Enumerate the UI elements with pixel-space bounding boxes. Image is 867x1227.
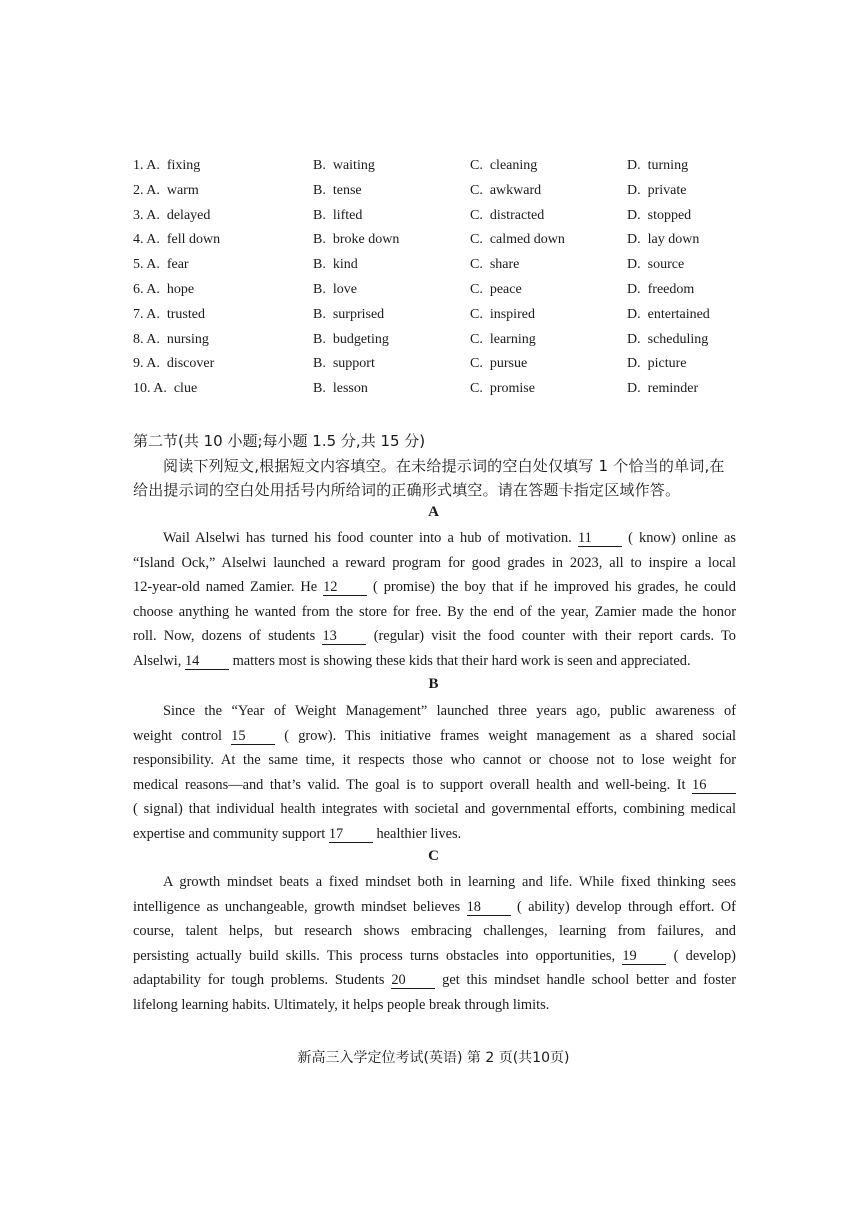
- blank-19[interactable]: 19: [622, 948, 666, 965]
- option-b[interactable]: B. love: [313, 282, 357, 297]
- passage-c: [133, 870, 736, 1018]
- option-a[interactable]: 7. A. trusted: [133, 306, 205, 322]
- instruction-line: 阅读下列短文,根据短文内容填空。在未给提示词的空白处仅填写 1 个恰当的单词,在: [163, 457, 725, 475]
- option-row: [0, 282, 867, 306]
- blank-17[interactable]: 17: [329, 826, 373, 843]
- option-a[interactable]: 2. A. warm: [133, 182, 199, 198]
- option-d[interactable]: D. reminder: [627, 381, 699, 397]
- blank-18[interactable]: 18: [467, 899, 511, 916]
- option-row: [0, 307, 867, 331]
- option-b[interactable]: B. broke down: [313, 232, 400, 248]
- option-a[interactable]: 6. A. hope: [133, 282, 195, 297]
- option-c[interactable]: C. calmed down: [470, 232, 565, 248]
- option-c[interactable]: C. cleaning: [470, 158, 538, 173]
- passage-line: intelligence as unchangeable, growth mindset believes 18 ( ability) develop through effort. Of: [133, 898, 736, 915]
- option-d[interactable]: D. scheduling: [627, 331, 709, 347]
- passage-line: weight control 15 ( grow). This initiative frames weight management as a shared social: [133, 727, 736, 744]
- option-c[interactable]: C. share: [470, 257, 520, 273]
- option-c[interactable]: C. pursue: [470, 356, 528, 372]
- passage-a: [133, 526, 736, 674]
- passage-line: adaptability for tough problems. Students 20 get this mindset handle school better and foster: [133, 972, 737, 989]
- blank-20[interactable]: 20: [391, 972, 435, 989]
- passage-b: [133, 699, 736, 847]
- passage-line: Since the “Year of Weight Management” launched three years ago, public awareness of: [163, 703, 736, 719]
- option-row: [0, 158, 867, 182]
- option-a[interactable]: 1. A. fixing: [133, 158, 201, 173]
- passage-line: lifelong learning habits. Ultimately, it helps people break through limits.: [133, 996, 550, 1013]
- option-row: [0, 332, 867, 356]
- option-b[interactable]: B. kind: [313, 257, 358, 273]
- passage-b-label: B: [428, 676, 439, 692]
- passage-line: Alselwi, 14 matters most is showing these kids that their hard work is seen and appreciated.: [133, 652, 691, 669]
- option-d[interactable]: D. entertained: [627, 306, 710, 322]
- blank-14[interactable]: 14: [185, 653, 229, 670]
- option-a[interactable]: 5. A. fear: [133, 257, 189, 273]
- option-c[interactable]: C. distracted: [470, 207, 545, 223]
- option-c[interactable]: C. promise: [470, 381, 535, 397]
- option-b[interactable]: B. support: [313, 356, 375, 372]
- passage-line: course, talent helps, but research shows embracing challenges, learning from failures, and: [133, 923, 736, 940]
- passage-line: ( signal) that individual health integrates with societal and governmental efforts, combining medical: [133, 801, 736, 818]
- option-row: [0, 356, 867, 380]
- passage-line: Wail Alselwi has turned his food counter into a hub of motivation. 11 ( know) online as: [163, 530, 736, 546]
- passage-a-label: A: [428, 504, 439, 520]
- option-d[interactable]: D. turning: [627, 158, 689, 173]
- option-b[interactable]: B. waiting: [313, 158, 375, 173]
- blank-16[interactable]: 16: [692, 777, 736, 794]
- passage-line: choose anything he wanted from the store for free. By the end of the year, Zamier made the honor: [133, 603, 736, 620]
- passage-line: responsibility. At the same time, it respects those who cannot or choose not to lose weight for: [133, 752, 736, 769]
- option-a[interactable]: 9. A. discover: [133, 356, 215, 372]
- option-a[interactable]: 3. A. delayed: [133, 207, 211, 223]
- blank-13[interactable]: 13: [322, 628, 366, 645]
- option-a[interactable]: 10. A. clue: [133, 381, 198, 397]
- option-c[interactable]: C. learning: [470, 331, 536, 347]
- page-footer: 新高三入学定位考试(英语) 第 2 页(共10页): [297, 1050, 570, 1066]
- option-row: [0, 232, 867, 256]
- option-a[interactable]: 8. A. nursing: [133, 331, 209, 347]
- passage-line: expertise and community support 17 healthier lives.: [133, 825, 462, 842]
- passage-line: roll. Now, dozens of students 13 (regular) visit the food counter with their report cards. To: [133, 628, 736, 645]
- option-row: [0, 208, 867, 232]
- option-row: [0, 183, 867, 207]
- option-c[interactable]: C. peace: [470, 282, 522, 297]
- passage-c-label: C: [428, 848, 439, 864]
- option-c[interactable]: C. inspired: [470, 306, 535, 322]
- option-row: [0, 257, 867, 281]
- blank-12[interactable]: 12: [323, 579, 367, 596]
- blank-11[interactable]: 11: [578, 530, 622, 547]
- passage-line: persisting actually build skills. This process turns obstacles into opportunities, 19 ( develop): [133, 947, 736, 964]
- option-b[interactable]: B. budgeting: [313, 331, 389, 347]
- option-d[interactable]: D. private: [627, 182, 687, 198]
- section-instructions: [133, 454, 736, 502]
- passage-line: medical reasons—and that’s valid. The goal is to support overall health and well-being. It 16: [133, 773, 736, 798]
- option-d[interactable]: D. freedom: [627, 282, 695, 297]
- option-c[interactable]: C. awkward: [470, 182, 542, 198]
- section-heading: 第二节(共 10 小题;每小题 1.5 分,共 15 分): [133, 432, 426, 450]
- passage-line: “Island Ock,” Alselwi launched a reward program for good grades in 2023, all to inspire a local: [133, 554, 736, 571]
- blank-15[interactable]: 15: [231, 728, 275, 745]
- option-d[interactable]: D. picture: [627, 356, 687, 372]
- option-d[interactable]: D. lay down: [627, 232, 700, 248]
- option-d[interactable]: D. stopped: [627, 207, 692, 223]
- passage-line: 12-year-old named Zamier. He 12 ( promise) the boy that if he improved his grades, he could: [133, 579, 736, 596]
- option-d[interactable]: D. source: [627, 257, 685, 273]
- option-b[interactable]: B. surprised: [313, 306, 385, 322]
- option-b[interactable]: B. lesson: [313, 381, 368, 397]
- passage-line: A growth mindset beats a fixed mindset both in learning and life. While fixed thinking sees: [163, 874, 736, 890]
- instruction-line: 给出提示词的空白处用括号内所给词的正确形式填空。请在答题卡指定区域作答。: [133, 481, 681, 499]
- option-b[interactable]: B. lifted: [313, 207, 363, 223]
- option-row: [0, 381, 867, 405]
- option-b[interactable]: B. tense: [313, 182, 362, 198]
- option-a[interactable]: 4. A. fell down: [133, 232, 221, 248]
